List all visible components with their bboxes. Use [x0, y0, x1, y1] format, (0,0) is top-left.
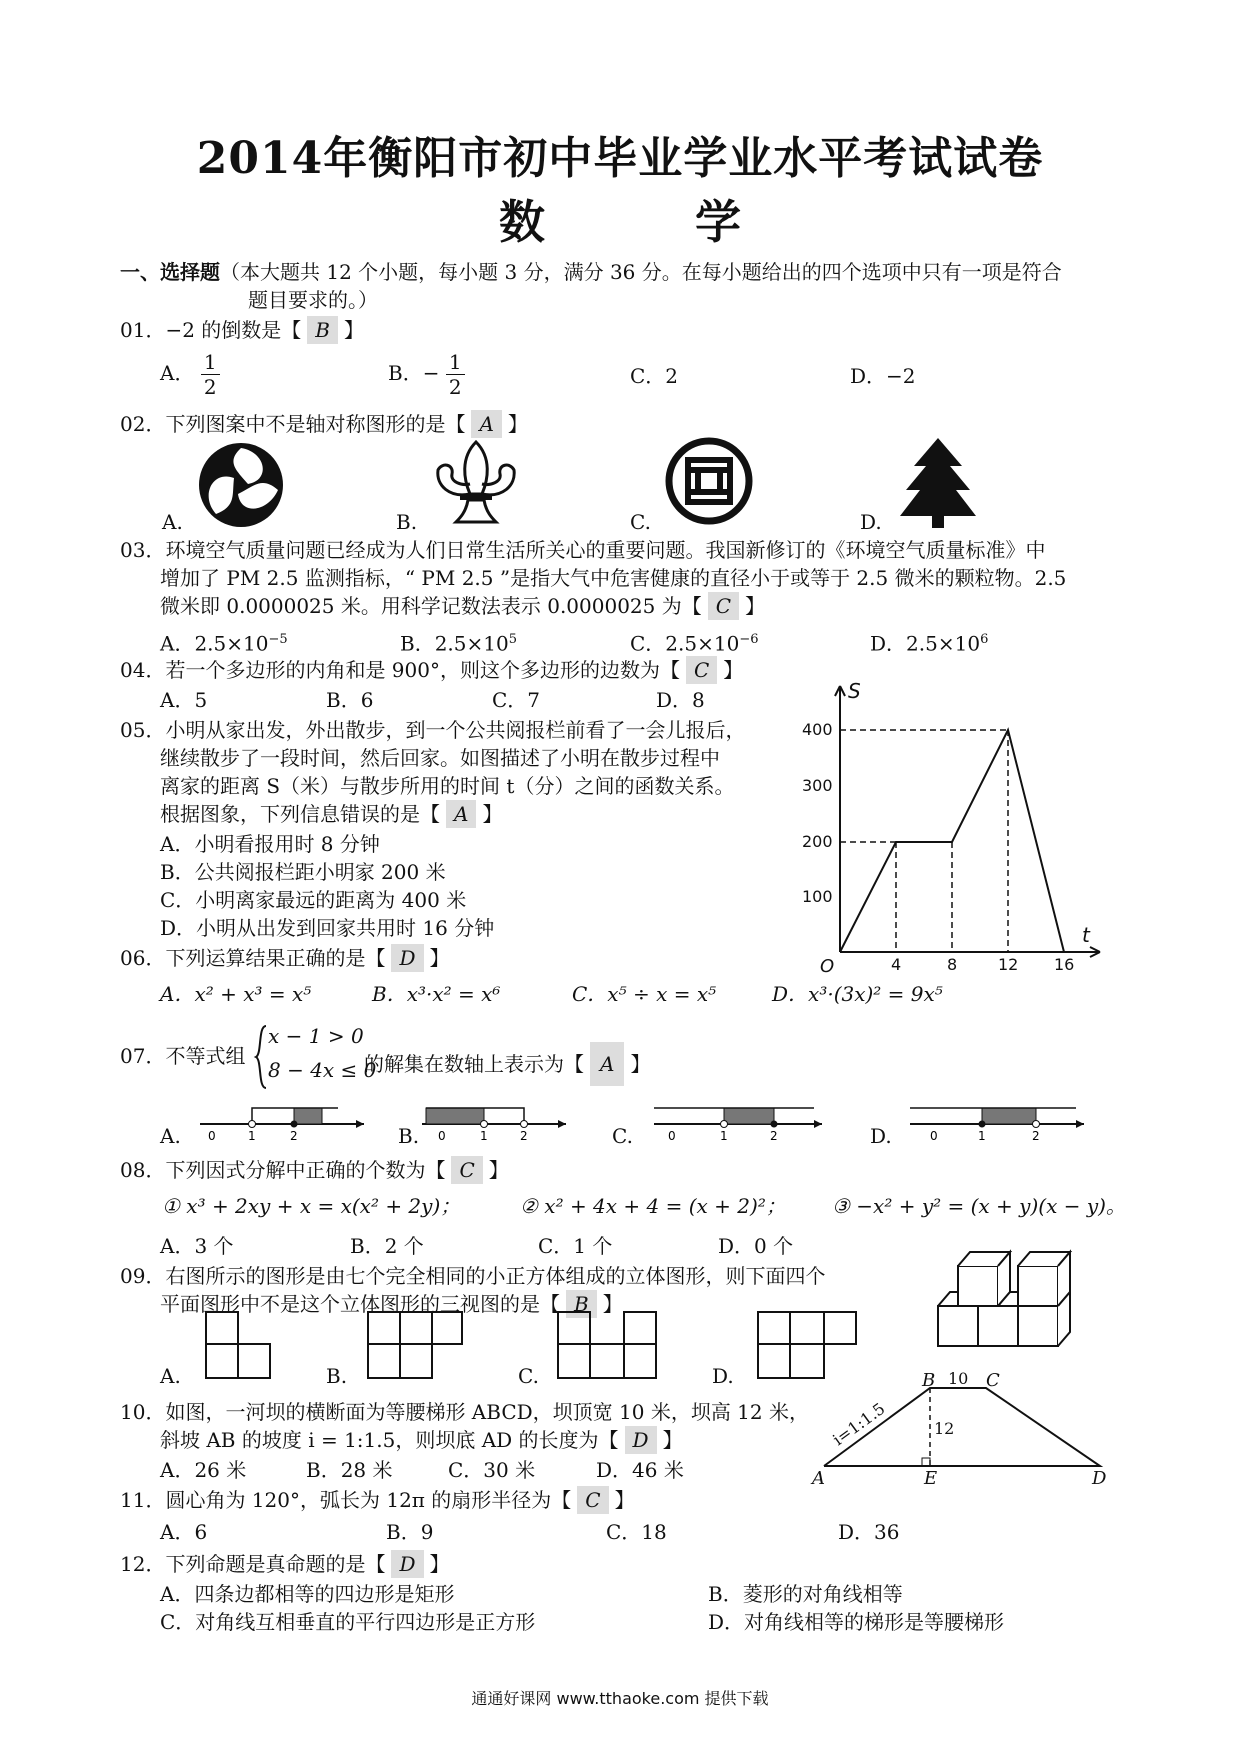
option-a: A. — [162, 510, 183, 534]
question-2: 02．下列图案中不是轴对称图形的是【 A 】 — [120, 412, 528, 436]
section-heading — [120, 258, 1062, 286]
question-3: 03．环境空气质量问题已经成为人们日常生活所关心的重要问题。我国新修订的《环境空气质量标准》中 — [120, 538, 1046, 562]
option-b: B. — [326, 1364, 348, 1388]
option-c: C．x⁵ ÷ x = x⁵ — [572, 982, 717, 1006]
option-b: B．$2.5\times 10^5$ — [400, 631, 517, 656]
number-line-a — [198, 1098, 368, 1144]
option-b: B. — [396, 510, 418, 534]
question-5-line-4: 根据图象，下列信息错误的是【 A 】 — [160, 802, 503, 826]
option-d: D．46 米 — [596, 1458, 684, 1482]
page-title: 2014年衡阳市初中毕业学业水平考试试卷 — [196, 133, 1044, 184]
answer-box: A — [446, 800, 476, 828]
question-10: 10．如图，一河坝的横断面为等腰梯形 ABCD，坝顶宽 10 米，坝高 12 米， — [120, 1400, 809, 1424]
distance-time-graph — [800, 679, 1110, 977]
question-7-text: 的解集在数轴上表示为【 A 】 — [364, 1042, 650, 1086]
option-a: A. — [160, 1124, 181, 1148]
inequality-2: 8 − 4x ≤ 0 — [268, 1058, 377, 1082]
option-a: A．6 — [160, 1520, 208, 1544]
option-a: A．$2.5\times 10^{-5}$ — [160, 631, 288, 656]
option-b: B．x³·x² = x⁶ — [372, 982, 501, 1006]
option-d: D．$2.5\times 10^6$ — [870, 631, 989, 656]
answer-box: C — [577, 1486, 608, 1514]
question-3-line-2: 增加了 PM 2.5 监测指标，“ PM 2.5 ”是指大气中危害健康的直径小于或等于 2.5 微米的颗粒物。2.5 — [160, 566, 1067, 590]
svg-text:0: 0 — [668, 1129, 676, 1143]
answer-box: B — [566, 1290, 597, 1318]
x-tick: 4 — [891, 955, 902, 974]
svg-text:1: 1 — [248, 1129, 256, 1143]
option-c: C．30 米 — [448, 1458, 536, 1482]
option-c: C．$2.5\times 10^{-6}$ — [630, 631, 759, 656]
svg-text:2: 2 — [1032, 1129, 1040, 1143]
x-axis-label: t — [1082, 923, 1090, 947]
question-10-line-2: 斜坡 AB 的坡度 i = 1:1.5，则坝底 AD 的长度为【 D 】 — [160, 1428, 683, 1452]
view-d — [756, 1310, 860, 1382]
svg-text:2: 2 — [770, 1129, 778, 1143]
view-b — [366, 1310, 466, 1382]
option-a: A．26 米 — [160, 1458, 247, 1482]
option-b: B．2 个 — [350, 1234, 424, 1258]
question-12: 12．下列命题是真命题的是【 D 】 — [120, 1552, 450, 1576]
option-d: D．0 个 — [718, 1234, 794, 1258]
number-line-c — [652, 1098, 826, 1144]
fraction: $\frac{1}{2}$ — [201, 350, 220, 399]
svg-text:2: 2 — [290, 1129, 298, 1143]
factor-item-2: ② x² + 4x + 4 = (x + 2)²； — [520, 1194, 786, 1218]
answer-box: C — [451, 1156, 482, 1184]
answer-box: C — [708, 592, 739, 620]
option-d: D．x³·(3x)² = 9x⁵ — [772, 982, 943, 1006]
option-b: B．菱形的对角线相等 — [708, 1582, 903, 1606]
question-1: 01．−2 的倒数是【 B 】 — [120, 318, 364, 342]
svg-text:0: 0 — [930, 1129, 938, 1143]
option-c: C．对角线互相垂直的平行四边形是正方形 — [160, 1610, 536, 1634]
trapezoid-figure — [810, 1369, 1107, 1489]
option-b: B．公共阅报栏距小明家 200 米 — [160, 860, 446, 884]
option-b: B．9 — [386, 1520, 434, 1544]
option-d: D．8 — [656, 688, 705, 712]
question-text: −2 的倒数是【 — [165, 318, 302, 342]
page-subtitle: 数学 — [499, 195, 891, 249]
section-label: 一、选择题 — [120, 260, 220, 284]
number-line-d — [908, 1098, 1088, 1144]
y-tick: 100 — [802, 887, 833, 906]
svg-text:2: 2 — [520, 1129, 528, 1143]
tree-figure — [898, 436, 978, 530]
option-d: D. — [870, 1124, 892, 1148]
option-c: C．18 — [606, 1520, 667, 1544]
factor-item-1: ① x³ + 2xy + x = x(x² + 2y)； — [162, 1194, 461, 1218]
question-9-line-2: 平面图形中不是这个立体图形的三视图的是【 B 】 — [160, 1292, 623, 1316]
brace-icon — [254, 1024, 268, 1090]
answer-box: D — [625, 1426, 657, 1454]
answer-box: A — [471, 410, 501, 438]
option-a: A. — [160, 1364, 181, 1388]
question-5-line-3: 离家的距离 S（米）与散步所用的时间 t（分）之间的函数关系。 — [160, 774, 735, 798]
view-a — [204, 1310, 274, 1382]
vertex-c: C — [986, 1370, 1000, 1391]
option-c: C．小明离家最远的距离为 400 米 — [160, 888, 467, 912]
vertex-b: B — [922, 1370, 936, 1391]
option-d: D. — [712, 1364, 734, 1388]
answer-box: D — [391, 1550, 423, 1578]
option-c: C．7 — [492, 688, 541, 712]
y-tick: 200 — [802, 832, 833, 851]
question-11: 11．圆心角为 120°，弧长为 12π 的扇形半径为【 C 】 — [120, 1488, 635, 1512]
vertex-e: E — [924, 1468, 938, 1489]
x-tick: 16 — [1054, 955, 1075, 974]
question-3-line-3: 微米即 0.0000025 米。用科学记数法表示 0.0000025 为【 C 】 — [160, 594, 766, 618]
number-line-b — [420, 1098, 570, 1144]
option-d: D．小明从出发到回家共用时 16 分钟 — [160, 916, 495, 940]
question-number: 01． — [120, 318, 166, 342]
top-length: 10 — [948, 1369, 969, 1388]
option-c: C. — [518, 1364, 539, 1388]
svg-text:1: 1 — [480, 1129, 488, 1143]
option-d: D．对角线相等的梯形是等腰梯形 — [708, 1610, 1005, 1634]
factor-item-3: ③ −x² + y² = (x + y)(x − y)。 — [832, 1194, 1126, 1218]
option-a: A．四条边都相等的四边形是矩形 — [160, 1582, 455, 1606]
option-a: A．5 — [160, 688, 208, 712]
y-axis-label: S — [848, 679, 861, 703]
option-c: C. — [612, 1124, 633, 1148]
question-4: 04．若一个多边形的内角和是 900°，则这个多边形的边数为【 C 】 — [120, 658, 744, 682]
option-b: B．− $\frac{1}{2}$ — [388, 350, 465, 399]
option-a: A．小明看报用时 8 分钟 — [160, 832, 380, 856]
option-d: D．−2 — [850, 364, 916, 388]
option-c: C．1 个 — [538, 1234, 613, 1258]
inequality-1: x − 1 > 0 — [268, 1024, 364, 1048]
view-c — [556, 1310, 660, 1382]
origin-label: O — [820, 956, 835, 977]
svg-text:1: 1 — [978, 1129, 986, 1143]
x-tick: 8 — [947, 955, 958, 974]
vertex-d: D — [1092, 1468, 1107, 1489]
y-tick: 400 — [802, 720, 833, 739]
answer-box: A — [590, 1042, 624, 1086]
option-d: D．36 — [838, 1520, 900, 1544]
option-d: D. — [860, 510, 882, 534]
svg-text:1: 1 — [720, 1129, 728, 1143]
svg-text:0: 0 — [438, 1129, 446, 1143]
option-b: B．6 — [326, 688, 374, 712]
question-5: 05．小明从家出发，外出散步，到一个公共阅报栏前看了一会儿报后， — [120, 718, 746, 742]
question-9: 09．右图所示的图形是由七个完全相同的小正方体组成的立体图形，则下面四个 — [120, 1264, 826, 1288]
question-8: 08．下列因式分解中正确的个数为【 C 】 — [120, 1158, 509, 1182]
option-b: B. — [398, 1124, 420, 1148]
svg-text:0: 0 — [208, 1129, 216, 1143]
page-footer: 通通好课网 www.tthaoke.com 提供下载 — [471, 1689, 769, 1708]
vertex-a: A — [812, 1468, 825, 1489]
answer-box: C — [686, 656, 717, 684]
answer-box: D — [391, 944, 423, 972]
coin-emblem-figure — [664, 436, 754, 526]
option-c: C. — [630, 510, 651, 534]
option-a: A．3 个 — [160, 1234, 234, 1258]
option-c: C．2 — [630, 364, 679, 388]
fleur-de-lis-figure — [430, 438, 522, 528]
section-desc: （本大题共 12 个小题，每小题 3 分，满分 36 分。在每小题给出的四个选项中只有一项是符合 — [220, 260, 1062, 284]
question-6: 06．下列运算结果正确的是【 D 】 — [120, 946, 450, 970]
y-tick: 300 — [802, 776, 833, 795]
option-a: A．x² + x³ = x⁵ — [160, 982, 312, 1006]
cube-stack-figure — [930, 1246, 1090, 1356]
height-length: 12 — [934, 1419, 955, 1438]
swirl-figure — [196, 440, 286, 530]
slope-label: i=1:1.5 — [829, 1398, 889, 1450]
question-7: 07．不等式组 — [120, 1044, 246, 1068]
answer-box: B — [307, 316, 338, 344]
section-desc-2: 题目要求的。） — [248, 288, 378, 312]
question-5-line-2: 继续散步了一段时间，然后回家。如图描述了小明在散步过程中 — [160, 746, 720, 770]
option-a: A． $\frac{1}{2}$ — [160, 350, 220, 399]
x-tick: 12 — [998, 955, 1019, 974]
option-b: B．28 米 — [306, 1458, 393, 1482]
fraction: $\frac{1}{2}$ — [446, 350, 465, 399]
